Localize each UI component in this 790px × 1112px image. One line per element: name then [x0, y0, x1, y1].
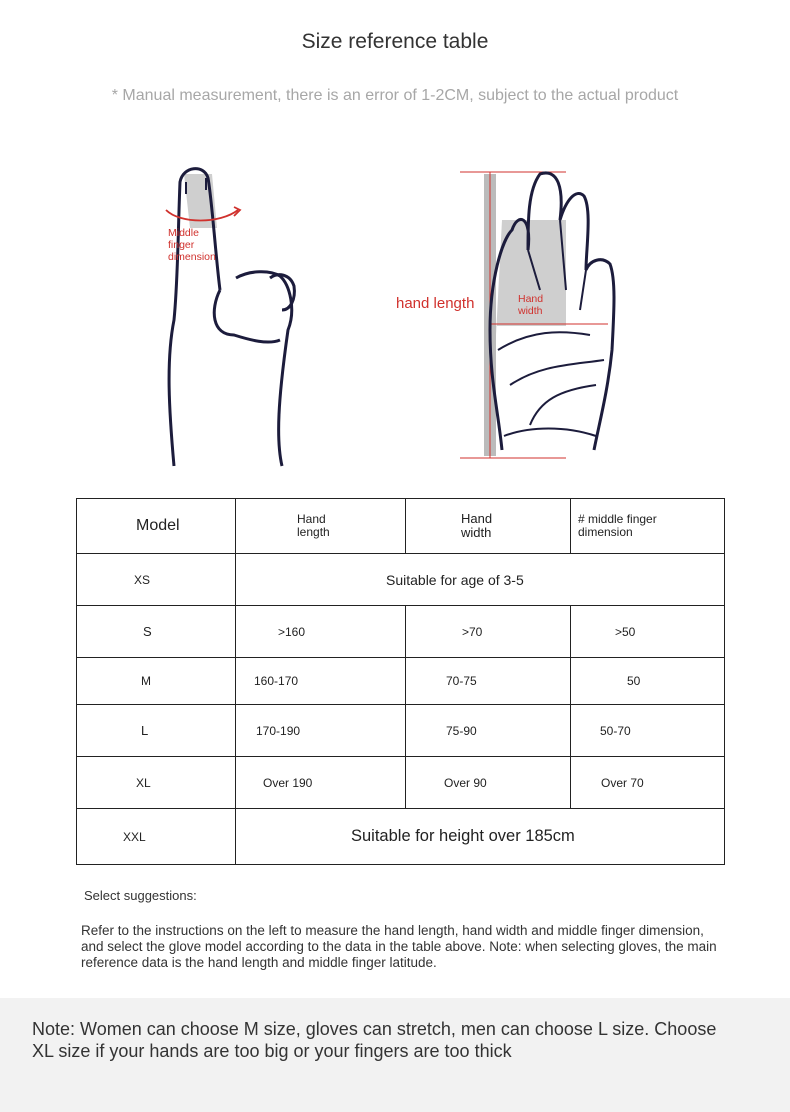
model-s: S [77, 606, 236, 658]
table-row [77, 809, 725, 865]
finger-diagram [150, 160, 340, 480]
note-panel [0, 998, 790, 1112]
header-hand-length-line2: length [297, 525, 330, 539]
header-model: Model [77, 499, 236, 554]
header-hand-length [236, 499, 406, 554]
xl-hand-width: Over 90 [406, 757, 571, 809]
model-xl: XL [77, 757, 236, 809]
finger-label-3: dimension [168, 251, 216, 263]
header-finger-dimension [571, 499, 725, 554]
header-hand-width [406, 499, 571, 554]
xl-hand-length: Over 190 [236, 757, 406, 809]
xs-note: Suitable for age of 3-5 [236, 554, 725, 606]
m-hand-length: 160-170 [236, 658, 406, 705]
note-text: Note: Women can choose M size, gloves can stretch, men can choose L size. Choose XL size if your hands are too big or your fingers are too thick [32, 1019, 717, 1061]
model-xs: XS [77, 554, 236, 606]
header-hand-width-line2: width [461, 525, 492, 540]
xxl-note: Suitable for height over 185cm [236, 809, 725, 865]
header-finger-line1: # middle finger [578, 512, 657, 526]
l-finger-dimension: 50-70 [571, 705, 725, 757]
hand-width-label-2: width [518, 305, 543, 317]
suggestions-heading: Select suggestions: [84, 888, 197, 903]
table-header-row [77, 499, 725, 554]
s-hand-width: >70 [406, 606, 571, 658]
model-l: L [77, 705, 236, 757]
fist-outline [236, 272, 292, 466]
l-hand-length: 170-190 [236, 705, 406, 757]
s-hand-length: >160 [236, 606, 406, 658]
wrist-crease [504, 429, 596, 437]
model-xxl: XXL [77, 809, 236, 865]
model-m: M [77, 658, 236, 705]
s-finger-dimension: >50 [571, 606, 725, 658]
m-finger-dimension: 50 [571, 658, 725, 705]
l-hand-width: 75-90 [406, 705, 571, 757]
xl-finger-dimension: Over 70 [571, 757, 725, 809]
measurement-disclaimer: * Manual measurement, there is an error of 1-2CM, subject to the actual product [111, 87, 679, 104]
header-hand-width-line1: Hand [461, 511, 493, 526]
table-row [77, 757, 725, 809]
suggestions-body: Refer to the instructions on the left to measure the hand length, hand width and middle finger dimension, and select the glove model according to the data in the table above. Note: when selecting gloves, the main reference data is the hand length and middle finger latitude. [81, 923, 717, 970]
table-row [77, 606, 725, 658]
hand-length-label: hand length [396, 295, 475, 312]
table-row [77, 554, 725, 606]
table-row [77, 705, 725, 757]
table-row [77, 658, 725, 705]
palm-diagram [390, 160, 650, 480]
size-table [76, 498, 725, 865]
finger-label-2: finger [168, 239, 195, 251]
header-finger-line2: dimension [578, 525, 633, 539]
knuckle-outline [214, 290, 280, 342]
finger-label-1: Middle [168, 227, 199, 239]
header-hand-length-line1: Hand [297, 512, 326, 526]
hand-width-label-1: Hand [518, 293, 544, 305]
palm-lines [498, 332, 604, 425]
page-title: Size reference table [301, 30, 489, 53]
m-hand-width: 70-75 [406, 658, 571, 705]
